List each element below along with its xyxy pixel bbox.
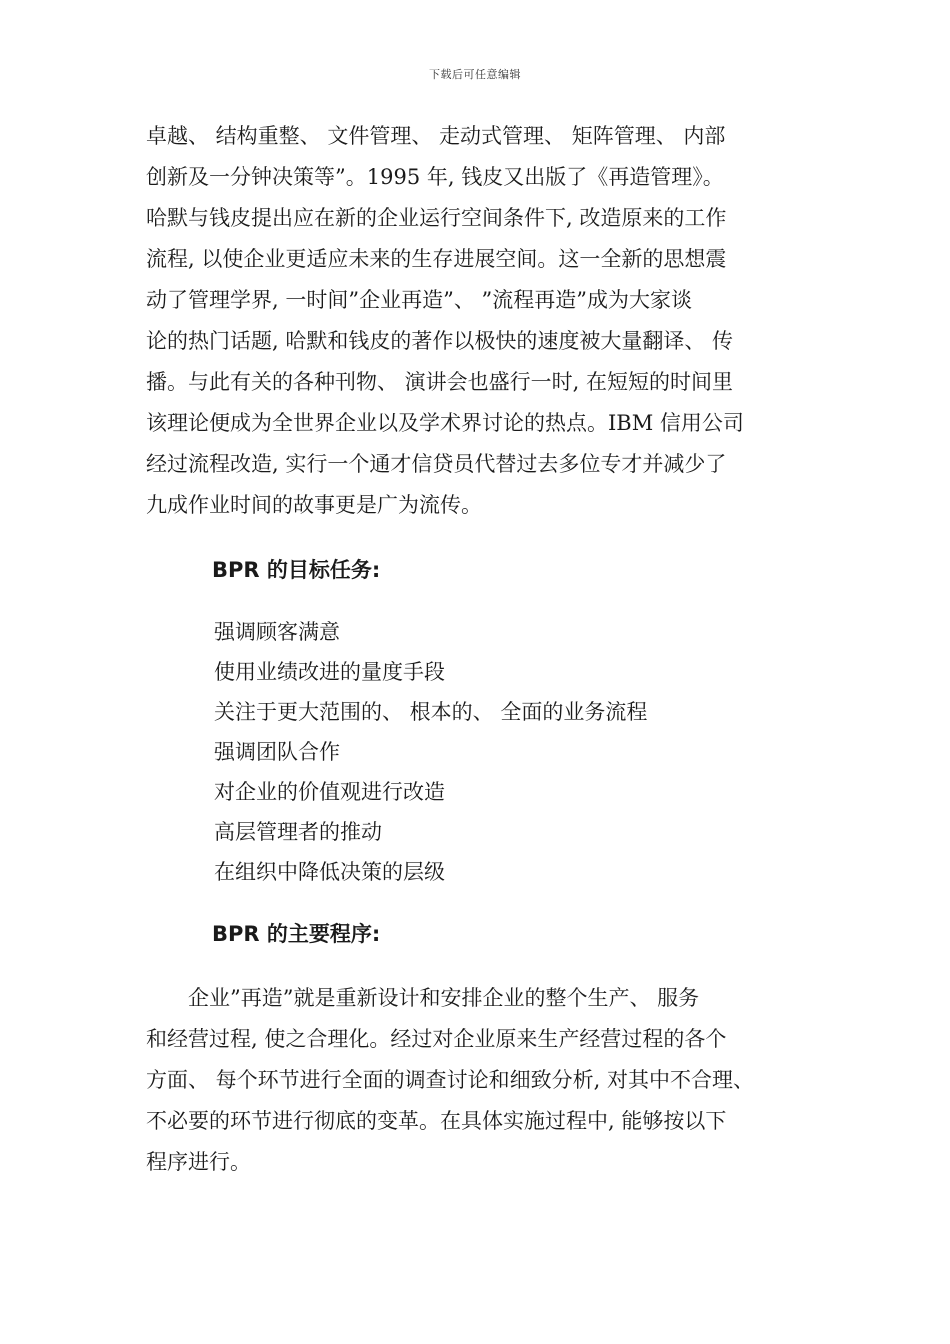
list-item: 强调团队合作 xyxy=(214,740,340,764)
list-item: 在组织中降低决策的层级 xyxy=(214,860,445,884)
text-line: 不必要的环节进行彻底的变革。在具体实施过程中, 能够按以下 xyxy=(146,1109,727,1133)
procedure-heading: BPR 的主要程序: xyxy=(212,922,381,946)
text-line: 方面、 每个环节进行全面的调查讨论和细致分析, 对其中不合理、 xyxy=(146,1068,755,1092)
text-line: 程序进行。 xyxy=(146,1150,251,1174)
text-line: 和经营过程, 使之合理化。经过对企业原来生产经营过程的各个 xyxy=(146,1027,727,1051)
text-line: 动了管理学界, 一时间”企业再造”、 ”流程再造”成为大家谈 xyxy=(146,288,692,312)
text-line: 卓越、 结构重整、 文件管理、 走动式管理、 矩阵管理、 内部 xyxy=(146,124,726,148)
text-line: 哈默与钱皮提出应在新的企业运行空间条件下, 改造原来的工作 xyxy=(146,206,727,230)
text-line: 流程, 以使企业更适应未来的生存进展空间。这一全新的思想震 xyxy=(146,247,727,271)
text-line: 播。与此有关的各种刊物、 演讲会也盛行一时, 在短短的时间里 xyxy=(146,370,734,394)
text-line: 企业”再造”就是重新设计和安排企业的整个生产、 服务 xyxy=(146,986,700,1010)
page-header: 下载后可任意编辑 xyxy=(429,68,521,81)
list-item: 对企业的价值观进行改造 xyxy=(214,780,445,804)
text-line: 创新及一分钟决策等”。1995 年, 钱皮又出版了《再造管理》。 xyxy=(146,165,724,189)
text-line: 论的热门话题, 哈默和钱皮的著作以极快的速度被大量翻译、 传 xyxy=(146,329,734,353)
intro-paragraph xyxy=(146,116,814,526)
text-line: 九成作业时间的故事更是广为流传。 xyxy=(146,493,482,517)
text-line: 经过流程改造, 实行一个通才信贷员代替过去多位专才并减少了 xyxy=(146,452,727,476)
list-item: 高层管理者的推动 xyxy=(214,820,382,844)
list-item: 使用业绩改进的量度手段 xyxy=(214,660,445,684)
procedure-paragraph xyxy=(146,978,814,1183)
goals-heading: BPR 的目标任务: xyxy=(212,558,381,582)
list-item: 强调顾客满意 xyxy=(214,620,340,644)
list-item: 关注于更大范围的、 根本的、 全面的业务流程 xyxy=(214,700,648,724)
goals-list xyxy=(214,612,647,892)
text-line: 该理论便成为全世界企业以及学术界讨论的热点。IBM 信用公司 xyxy=(146,411,744,435)
